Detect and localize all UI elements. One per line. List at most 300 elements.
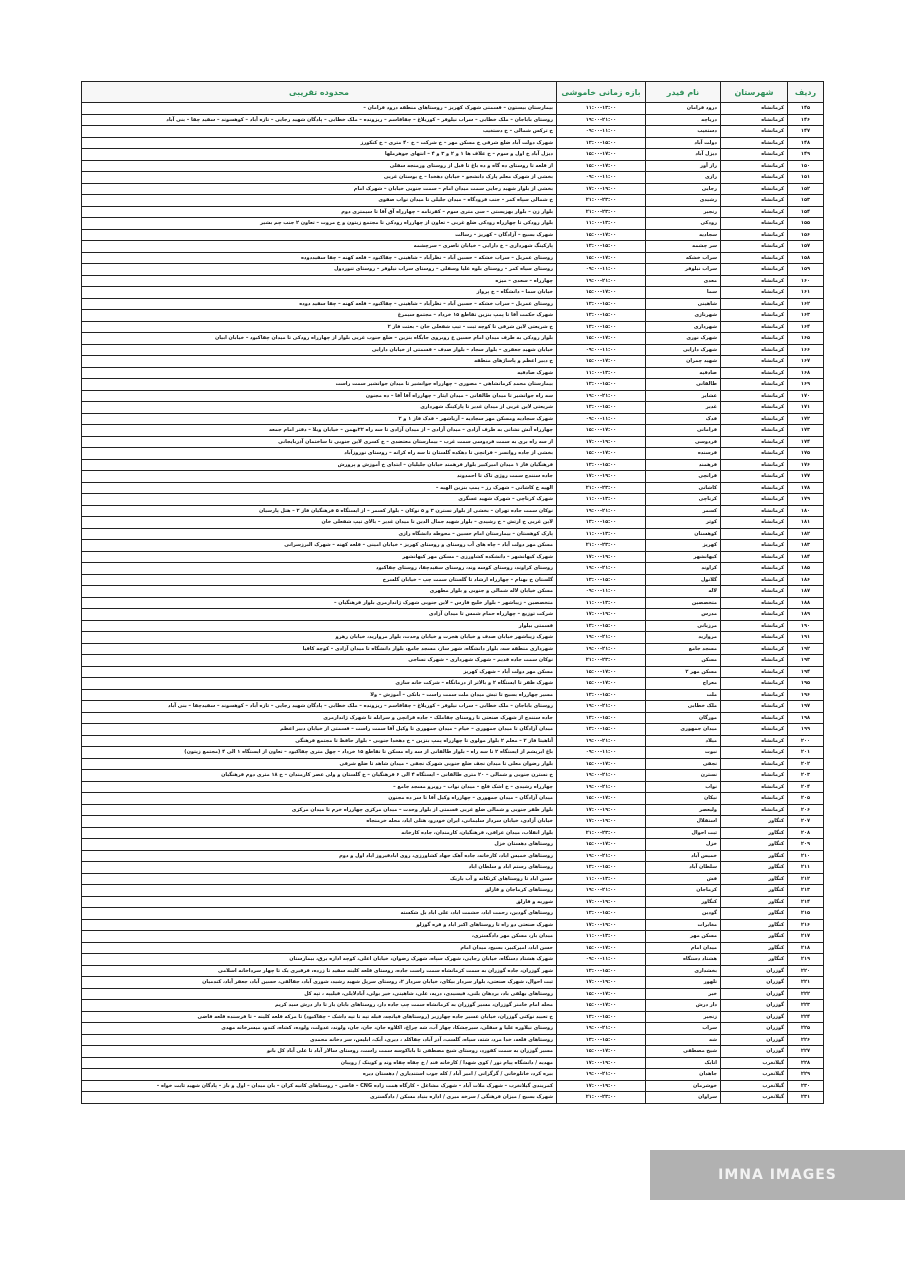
area-cell: شهرک هشتاد دستگاه، خیابان رجایی، شهرک سپاه، شهرک رضوان، خیابان اعلی، کوچه اداره برق، بیمارستان <box>82 954 557 966</box>
outage-time-cell: ۱۷:۰۰-۱۹:۰۰ <box>557 436 646 448</box>
city-cell: کنگاور <box>721 862 788 874</box>
feeder-cell: عشایر <box>646 390 721 402</box>
area-cell: شریعتی لاین غربی از میدان غدیر تا پارکینگ شهرداری <box>82 402 557 414</box>
outage-time-cell: ۲۱:۰۰-۲۳:۰۰ <box>557 540 646 552</box>
city-cell: کرمانشاه <box>721 344 788 356</box>
outage-time-cell: ۱۵:۰۰-۱۷:۰۰ <box>557 356 646 368</box>
table-row <box>82 908 824 920</box>
table-row <box>82 620 824 632</box>
area-cell: جاده سنندج از شهرک صنعتی تا روستای چقاملک – جاده قرانچی و سرابله تا شهرک ژاندارمری <box>82 712 557 724</box>
table-row <box>82 379 824 391</box>
row-number-cell: ۱۴۶ <box>788 114 824 126</box>
city-cell: کنگاور <box>721 885 788 897</box>
outage-time-cell: ۲۱:۰۰-۲۳:۰۰ <box>557 482 646 494</box>
feeder-cell: دولت آباد <box>646 137 721 149</box>
outage-time-cell: ۱۱:۰۰-۱۳:۰۰ <box>557 528 646 540</box>
outage-time-cell: ۱۹:۰۰-۲۱:۰۰ <box>557 563 646 575</box>
city-cell: کنگاور <box>721 850 788 862</box>
area-cell: فرهنگیان فاز ۱ میدان امیرکبیر بلوار فرهمند خیابان جلیلیان – ابتدای خ آموزش و پرورش <box>82 459 557 471</box>
area-cell: چهارراه آتش نشانی به طرف آزادی – میدان آزادی – از میدان آزادی تا سه راه ۲۲بهمن – خیابان ویلا – دفتر امام جمعه <box>82 425 557 437</box>
area-cell: نوکان سمت جاده تهران – بخشی از بلوار نسترن ۳ و ۵ نوکان – بلوار کسمر – از ایستگاه ۵ فرهنگیان فاز ۲ – هتل پارسیان <box>82 505 557 517</box>
outage-time-cell: ۰۹:۰۰-۱۱:۰۰ <box>557 747 646 759</box>
area-cell: روستای عمربل – سراب خشکه – حسین آباد – نظرآباد – شاهینی – چقاکبود – قلعه کهنه – چقا سفید دوده <box>82 298 557 310</box>
feeder-cell: کسمر <box>646 505 721 517</box>
outage-time-cell: ۰۹:۰۰-۱۱:۰۰ <box>557 264 646 276</box>
outage-time-cell: ۰۹:۰۰-۱۱:۰۰ <box>557 126 646 138</box>
row-number-cell: ۲۲۶ <box>788 1034 824 1046</box>
table-row <box>82 931 824 943</box>
area-cell: باغ ابریشم از ایستگاه ۲ تا سه راه – بلوار طالقانی از سه راه مسکن تا تقاطع ۱۵ خرداد – چهل متری چقاکبود – تعاون از ایستگاه ۱ الی ۴ (مجتمع زیتون) <box>82 747 557 759</box>
feeder-cell: کاشانی <box>646 482 721 494</box>
city-cell: کنگاور <box>721 873 788 885</box>
city-cell: کرمانشاه <box>721 609 788 621</box>
table-row <box>82 632 824 644</box>
outage-time-cell: ۰۹:۰۰-۱۱:۰۰ <box>557 413 646 425</box>
row-number-cell: ۱۶۸ <box>788 367 824 379</box>
city-cell: کرمانشاه <box>721 632 788 644</box>
area-cell: شهرک حکمت آقا تا پمپ بنزین تقاطع ۱۵ خرداد – مجتمع سیمرغ <box>82 310 557 322</box>
city-cell: کرمانشاه <box>721 402 788 414</box>
area-cell: بلوار رضوان معلی تا میدان نجف ضلع جنوبی شهرک نجفی – میدان شاهد تا ضلع شرقی <box>82 758 557 770</box>
header-city: شهرستان <box>721 82 788 103</box>
area-cell: روستاهای گودین، رحمت اباد، حشمت اباد، علی اباد بل شکسته <box>82 908 557 920</box>
row-number-cell: ۱۵۶ <box>788 229 824 241</box>
row-number-cell: ۱۴۵ <box>788 103 824 115</box>
city-cell: کرمانشاه <box>721 206 788 218</box>
table-row <box>82 724 824 736</box>
feeder-cell: شهید چمران <box>646 356 721 368</box>
table-body <box>82 103 824 1104</box>
table-row <box>82 436 824 448</box>
feeder-cell: تلهور <box>646 977 721 989</box>
city-cell: کرمانشاه <box>721 793 788 805</box>
feeder-cell: درود فرامان <box>646 103 721 115</box>
area-cell: مسکن مهر دولت آباد – شهرک کهریز <box>82 666 557 678</box>
feeder-cell: شیخ مصطفی <box>646 1046 721 1058</box>
table-row <box>82 574 824 586</box>
table-row <box>82 735 824 747</box>
feeder-cell: سلطان آباد <box>646 862 721 874</box>
feeder-cell: ملک خطابی <box>646 701 721 713</box>
row-number-cell: ۱۹۸ <box>788 712 824 724</box>
row-number-cell: ۲۰۸ <box>788 827 824 839</box>
row-number-cell: ۱۴۷ <box>788 126 824 138</box>
area-cell: شهرک سجادیه ومسکن مهر سجادیه – آریاشهر – فدک فاز ۱ و ۲ <box>82 413 557 425</box>
row-number-cell: ۱۷۶ <box>788 459 824 471</box>
header-feeder: نام فیدر <box>646 82 721 103</box>
feeder-cell: دریاچه <box>646 114 721 126</box>
city-cell: کرمانشاه <box>721 482 788 494</box>
outage-time-cell: ۱۳:۰۰-۱۵:۰۰ <box>557 379 646 391</box>
outage-time-cell: ۱۱:۰۰-۱۳:۰۰ <box>557 873 646 885</box>
city-cell: گیلانغرب <box>721 1057 788 1069</box>
outage-time-cell: ۱۹:۰۰-۲۱:۰۰ <box>557 885 646 897</box>
feeder-cell: غدیر <box>646 402 721 414</box>
city-cell: کرمانشاه <box>721 701 788 713</box>
row-number-cell: ۲۲۸ <box>788 1057 824 1069</box>
table-row <box>82 344 824 356</box>
city-cell: کرمانشاه <box>721 620 788 632</box>
area-cell: شهرک دولت آباد ضلع شرقی خ مسکن مهر – خ شرکت – خ ۴۰ متری – خ کنکورز <box>82 137 557 149</box>
table-row <box>82 459 824 471</box>
city-cell: گوزران <box>721 1034 788 1046</box>
row-number-cell: ۱۶۷ <box>788 356 824 368</box>
feeder-cell: فرهمند <box>646 459 721 471</box>
area-cell: گلستان خ بهنام – چهارراه ارشاد تا گلستان سمت چپ – خیابان گلسرخ <box>82 574 557 586</box>
row-number-cell: ۱۵۲ <box>788 183 824 195</box>
row-number-cell: ۱۶۵ <box>788 333 824 345</box>
area-cell: روستای نیلاوره علیا و سفلی، سیرچشکا، چهار آب، شه چراغ، اکلاوه جان، جان، جان، ولوند، عدولت، ولوده، کشاه، کندو، میسرخانه مهدی <box>82 1023 557 1035</box>
outage-time-cell: ۱۹:۰۰-۲۱:۰۰ <box>557 1023 646 1035</box>
outage-time-cell: ۱۵:۰۰-۱۷:۰۰ <box>557 333 646 345</box>
area-cell: شوریه و قارلق <box>82 896 557 908</box>
table-row <box>82 942 824 954</box>
row-number-cell: ۱۷۲ <box>788 413 824 425</box>
outage-time-cell: ۱۹:۰۰-۲۱:۰۰ <box>557 114 646 126</box>
feeder-cell: لاله <box>646 586 721 598</box>
area-cell: از سه راه بری به سمت فردوسی سمت غرب – بیمارستان معتضدی – خ کسری لاین جنوبی تا ساختمان آذربایجانی <box>82 436 557 448</box>
table-row <box>82 195 824 207</box>
feeder-cell: سراب نیلوفر <box>646 264 721 276</box>
feeder-cell: نجفی <box>646 758 721 770</box>
table-row <box>82 954 824 966</box>
area-cell: روستاهای خمیس اباد، کارخانه، جاده آهک جهاد کشاورزی، روی ابادفیروز اباد اول و دوم <box>82 850 557 862</box>
area-cell: بیمارستان محمد کرمانشاهی – مصوری – چهارراه جوانشیر تا میدان جوانشیر سمت راست <box>82 379 557 391</box>
row-number-cell: ۱۸۲ <box>788 528 824 540</box>
header-row-number: ردیف <box>788 82 824 103</box>
city-cell: کرمانشاه <box>721 379 788 391</box>
area-cell: پارکینگ شهرداری – خ دارایی – خیابان ناصری – سرچشمه <box>82 241 557 253</box>
feeder-cell: شهرک نوری <box>646 333 721 345</box>
area-cell: روستای باباجان – ملک خطابی – سراب نیلوفر – کوریلاغ – چقاقاسم – ریزونده – ملک خطابی – پادگان شهید رجایی – تازه آباد – کوهسوند – سفید چقا – بنی آباد <box>82 114 557 126</box>
city-cell: کرمانشاه <box>721 540 788 552</box>
outage-time-cell: ۱۳:۰۰-۱۵:۰۰ <box>557 965 646 977</box>
row-number-cell: ۲۰۷ <box>788 816 824 828</box>
area-cell: مسیر چهارراه بسیج تا تبش میدان ملت سمت راست – بانکی – آموزش – ولا <box>82 689 557 701</box>
feeder-cell: گلانول <box>646 574 721 586</box>
feeder-cell: کیهانشهر <box>646 551 721 563</box>
table-row <box>82 793 824 805</box>
table-row <box>82 137 824 149</box>
city-cell: کرمانشاه <box>721 494 788 506</box>
area-cell: آناهیتا فاز ۲ – معلم ۲ بلوار مولوی تا چهارراه پمپ بنزین – خ دهخدا جنوبی – بلوار حافظ تا مجتمع فرهنگی <box>82 735 557 747</box>
feeder-cell: شه <box>646 1034 721 1046</box>
table-row <box>82 160 824 172</box>
city-cell: کرمانشاه <box>721 264 788 276</box>
city-cell: گیلانغرب <box>721 1069 788 1081</box>
city-cell: کرمانشاه <box>721 678 788 690</box>
outage-time-cell: ۰۹:۰۰-۱۱:۰۰ <box>557 954 646 966</box>
table-row <box>82 471 824 483</box>
feeder-cell: خزل <box>646 839 721 851</box>
feeder-cell: شهرک دارایی <box>646 344 721 356</box>
feeder-cell: میدان جمهوری <box>646 724 721 736</box>
area-cell: شهرک بسیج – آزادگان – کهریز – رسالت <box>82 229 557 241</box>
row-number-cell: ۱۵۷ <box>788 241 824 253</box>
area-cell: چهارراه رشیدی – خ اشک فلج – میدان نواب – روبرو مسجد جامع – <box>82 781 557 793</box>
city-cell: کرمانشاه <box>721 436 788 448</box>
area-cell: خیابان سما – دانشگاه – خ پرواز <box>82 287 557 299</box>
row-number-cell: ۱۸۵ <box>788 563 824 575</box>
outage-time-cell: ۱۵:۰۰-۱۷:۰۰ <box>557 988 646 1000</box>
feeder-cell: معراج <box>646 678 721 690</box>
outage-schedule-sheet <box>82 81 824 1104</box>
city-cell: کرمانشاه <box>721 310 788 322</box>
city-cell: کرمانشاه <box>721 689 788 701</box>
area-cell: محله امام خامنر گوزران، مسیر گوزران به کرمانشاه سمت چپ جاده دار، روستاهای بابان یار تا دار درش سید کریم <box>82 1000 557 1012</box>
city-cell: کرمانشاه <box>721 183 788 195</box>
table-row <box>82 482 824 494</box>
city-cell: کرمانشاه <box>721 321 788 333</box>
feeder-cell: سراب <box>646 1023 721 1035</box>
row-number-cell: ۱۹۹ <box>788 724 824 736</box>
feeder-cell: کرماجان <box>646 885 721 897</box>
feeder-cell: مدرس <box>646 609 721 621</box>
feeder-cell: سر چشمه <box>646 241 721 253</box>
outage-time-cell: ۱۵:۰۰-۱۷:۰۰ <box>557 287 646 299</box>
row-number-cell: ۱۷۰ <box>788 390 824 402</box>
city-cell: کنگاور <box>721 908 788 920</box>
table-row <box>82 298 824 310</box>
city-cell: کرمانشاه <box>721 574 788 586</box>
area-cell: ثبت احوال، شهرک صنعتی، بلوار سردار بیکای، خیابان سردار ۲، روستای سرپل شهید رشید، شوری آباد، جقالقی، حسین آباد، جعفر آباد، کندمیان <box>82 977 557 989</box>
feeder-cell: صادقیه <box>646 367 721 379</box>
table-row <box>82 1080 824 1092</box>
table-row <box>82 540 824 552</box>
table-row <box>82 988 824 1000</box>
row-number-cell: ۲۰۰ <box>788 735 824 747</box>
feeder-cell: رازی <box>646 172 721 184</box>
feeder-cell: خوشرمان <box>646 1080 721 1092</box>
outage-time-cell: ۱۷:۰۰-۱۹:۰۰ <box>557 1080 646 1092</box>
city-cell: کرمانشاه <box>721 252 788 264</box>
watermark-text: IMNA IMAGES <box>718 1167 837 1183</box>
table-row <box>82 402 824 414</box>
city-cell: گیلانغرب <box>721 1092 788 1104</box>
table-row <box>82 1092 824 1104</box>
row-number-cell: ۱۶۳ <box>788 310 824 322</box>
table-row <box>82 367 824 379</box>
city-cell: کرمانشاه <box>721 413 788 425</box>
city-cell: کرمانشاه <box>721 724 788 736</box>
outage-table <box>81 81 824 1104</box>
area-cell: روستای سیاه کمر – روستای بلوه علیا وسفلی – روستای سراب نیلوفر – روستای تنوردول <box>82 264 557 276</box>
city-cell: گوزران <box>721 1046 788 1058</box>
city-cell: کرمانشاه <box>721 425 788 437</box>
table-row <box>82 448 824 460</box>
outage-time-cell: ۱۳:۰۰-۱۵:۰۰ <box>557 1034 646 1046</box>
row-number-cell: ۲۱۱ <box>788 862 824 874</box>
row-number-cell: ۲۲۳ <box>788 1000 824 1012</box>
city-cell: کرمانشاه <box>721 655 788 667</box>
area-cell: مسکن خیابان لاله شمالی و جنوبی و بلوار مطهری <box>82 586 557 598</box>
table-row <box>82 1011 824 1023</box>
table-row <box>82 1057 824 1069</box>
area-cell: روستای کراوند، روستای کوسه وند، روستای سفیدچقا، روستای چقاکبود <box>82 563 557 575</box>
outage-time-cell: ۱۷:۰۰-۱۹:۰۰ <box>557 896 646 908</box>
table-row <box>82 264 824 276</box>
city-cell: کرمانشاه <box>721 666 788 678</box>
row-number-cell: ۱۷۸ <box>788 482 824 494</box>
city-cell: کرمانشاه <box>721 804 788 816</box>
feeder-cell: خمیس آباد <box>646 850 721 862</box>
table-row <box>82 126 824 138</box>
outage-time-cell: ۱۵:۰۰-۱۷:۰۰ <box>557 149 646 161</box>
area-cell: شرکت توزیع – چهارراه حمام شمس تا میدان آزادی <box>82 609 557 621</box>
feeder-cell: خبر <box>646 988 721 1000</box>
city-cell: کرمانشاه <box>721 563 788 575</box>
feeder-cell: ملت <box>646 689 721 701</box>
table-row <box>82 597 824 609</box>
table-row <box>82 172 824 184</box>
row-number-cell: ۱۷۴ <box>788 436 824 448</box>
city-cell: کرمانشاه <box>721 172 788 184</box>
area-cell: روستاهای قلعه، خدا مرد، شته، سپاه، گلسب، آذر آباد، چقاکلد ، دیری، آبک، ابلیس، سر دخانه محمدی <box>82 1034 557 1046</box>
table-row <box>82 563 824 575</box>
outage-time-cell: ۱۵:۰۰-۱۷:۰۰ <box>557 252 646 264</box>
outage-time-cell: ۱۷:۰۰-۱۹:۰۰ <box>557 919 646 931</box>
row-number-cell: ۲۱۰ <box>788 850 824 862</box>
table-row <box>82 609 824 621</box>
city-cell: کرمانشاه <box>721 551 788 563</box>
feeder-cell: فرسنده <box>646 448 721 460</box>
city-cell: کنگاور <box>721 919 788 931</box>
feeder-cell: مسکن <box>646 655 721 667</box>
outage-time-cell: ۱۹:۰۰-۲۱:۰۰ <box>557 390 646 402</box>
feeder-cell: کراوند <box>646 563 721 575</box>
feeder-cell: رجایی <box>646 183 721 195</box>
area-cell: خیابان شهید جعفری – بلوار سجاد – بلوار صدف – قسمتی از خیابان دارایی <box>82 344 557 356</box>
area-cell: مسیر گوزران به سمت کفورد، روستای شیخ مصطفی تا باباکوسه سمت راست، روستای سالار آباد تا علی آباد کل بانو <box>82 1046 557 1058</box>
table-row <box>82 885 824 897</box>
table-row <box>82 1000 824 1012</box>
area-cell: شهرک زیباشهر خیابان صدف و خیابان هجرت و خیابان وحدت، بلوار مروارید، خیابان رهرو <box>82 632 557 644</box>
city-cell: کرمانشاه <box>721 505 788 517</box>
area-cell: الهیه خ کاشانی – شهرک رز – پمپ بنزین الهیه – <box>82 482 557 494</box>
area-cell: بلوار زن – بلوار بهزیستی – سی متری سوم – کفرنامه – چهارراه آق آقا تا سیمتری دوم <box>82 206 557 218</box>
area-cell: شهرک صادقیه <box>82 367 557 379</box>
row-number-cell: ۱۶۴ <box>788 321 824 333</box>
row-number-cell: ۲۲۷ <box>788 1046 824 1058</box>
row-number-cell: ۱۷۳ <box>788 425 824 437</box>
feeder-cell: سراوان <box>646 1092 721 1104</box>
outage-time-cell: ۱۳:۰۰-۱۵:۰۰ <box>557 321 646 333</box>
row-number-cell: ۲۲۵ <box>788 1023 824 1035</box>
outage-time-cell: ۱۳:۰۰-۱۵:۰۰ <box>557 459 646 471</box>
city-cell: کرمانشاه <box>721 390 788 402</box>
row-number-cell: ۱۹۷ <box>788 701 824 713</box>
table-row <box>82 781 824 793</box>
table-row <box>82 551 824 563</box>
feeder-cell: میدان امام <box>646 942 721 954</box>
feeder-cell: فرامانی <box>646 425 721 437</box>
row-number-cell: ۱۶۱ <box>788 287 824 299</box>
feeder-cell: قرانچی <box>646 471 721 483</box>
area-cell: خیابان آزادی، خیابان سردار سلیمانی، ایران خودرو، هتلی ایاد، محله خرمنجاه <box>82 816 557 828</box>
header-area: محدوده تقریبی <box>82 82 557 103</box>
feeder-cell: شاهینی <box>646 298 721 310</box>
row-number-cell: ۱۹۰ <box>788 620 824 632</box>
area-cell: دیزل آباد خ اول و سوم – خ علاف ها ۱ و ۲ و ۳ و ۴ – انتهای جوهرملها <box>82 149 557 161</box>
city-cell: گیلانغرب <box>721 1080 788 1092</box>
city-cell: کرمانشاه <box>721 287 788 299</box>
outage-time-cell: ۱۷:۰۰-۱۹:۰۰ <box>557 609 646 621</box>
outage-time-cell: ۱۳:۰۰-۱۵:۰۰ <box>557 1011 646 1023</box>
outage-time-cell: ۱۹:۰۰-۲۱:۰۰ <box>557 735 646 747</box>
outage-time-cell: ۱۳:۰۰-۱۵:۰۰ <box>557 310 646 322</box>
row-number-cell: ۲۰۴ <box>788 781 824 793</box>
header-outage-time: بازه زمانی خاموشی <box>557 82 646 103</box>
feeder-cell: کرناچی <box>646 494 721 506</box>
outage-time-cell: ۱۵:۰۰-۱۷:۰۰ <box>557 425 646 437</box>
row-number-cell: ۲۰۹ <box>788 839 824 851</box>
city-cell: گوزران <box>721 1023 788 1035</box>
feeder-cell: نسترن <box>646 770 721 782</box>
outage-time-cell: ۰۹:۰۰-۱۱:۰۰ <box>557 172 646 184</box>
table-row <box>82 1023 824 1035</box>
table-row <box>82 517 824 529</box>
row-number-cell: ۱۵۸ <box>788 252 824 264</box>
table-row <box>82 873 824 885</box>
outage-time-cell: ۱۷:۰۰-۱۹:۰۰ <box>557 1057 646 1069</box>
area-cell: میدان آزادگان تا میدان جمهوری – خیام – میدان جمهوری تا وکیل آقا سمت راست – قسمتی از خیابان دبیر اعظم <box>82 724 557 736</box>
row-number-cell: ۲۱۴ <box>788 896 824 908</box>
row-number-cell: ۲۳۰ <box>788 1080 824 1092</box>
city-cell: گوزران <box>721 977 788 989</box>
table-row <box>82 241 824 253</box>
outage-time-cell: ۱۹:۰۰-۲۱:۰۰ <box>557 643 646 655</box>
table-row <box>82 275 824 287</box>
row-number-cell: ۱۶۹ <box>788 379 824 391</box>
feeder-cell: مورگان <box>646 712 721 724</box>
outage-time-cell: ۱۱:۰۰-۱۳:۰۰ <box>557 218 646 230</box>
feeder-cell: اتابک <box>646 1057 721 1069</box>
feeder-cell: مسکن مهر <box>646 931 721 943</box>
row-number-cell: ۲۰۵ <box>788 793 824 805</box>
city-cell: کنگاور <box>721 816 788 828</box>
row-number-cell: ۲۰۱ <box>788 747 824 759</box>
city-cell: کرمانشاه <box>721 367 788 379</box>
row-number-cell: ۱۹۶ <box>788 689 824 701</box>
feeder-cell: سجادیه <box>646 229 721 241</box>
feeder-cell: زنجیر <box>646 1011 721 1023</box>
outage-time-cell: ۱۳:۰۰-۱۵:۰۰ <box>557 298 646 310</box>
city-cell: کرمانشاه <box>721 218 788 230</box>
city-cell: کرمانشاه <box>721 137 788 149</box>
city-cell: کرمانشاه <box>721 747 788 759</box>
table-row <box>82 356 824 368</box>
outage-time-cell: ۱۳:۰۰-۱۵:۰۰ <box>557 689 646 701</box>
area-cell: روستای باباجان – ملک خطابی – سراب نیلوفر – کوریلاغ – چقاقاسم – ریزونده – ملک خطابی – پادگان شهید رجایی – تازه آباد – کوهسوند – سفیدچقا – بنی آباد <box>82 701 557 713</box>
city-cell: کرمانشاه <box>721 770 788 782</box>
city-cell: کنگاور <box>721 896 788 908</box>
area-cell: بیمارستان بیستون – قسمتی شهرک کهریز – روستاهای منطقه درود فرامان – <box>82 103 557 115</box>
area-cell: حسن اباد، امیرکبیر، بسیج، میدان امام <box>82 942 557 954</box>
area-cell: بلوار رودکی به طرف میدان امام حسین ع روبروی جایگاه بنزین – ضلع جنوب غربی بلوار از چهارراه رودکی تا میدان چقاکبود – خیابان ابیان <box>82 333 557 345</box>
row-number-cell: ۱۸۳ <box>788 540 824 552</box>
feeder-cell: دیزل آباد <box>646 149 721 161</box>
area-cell: خ شمالی سپاه کمر – جنب فرودگاه – میدان جلیلی تا میدان نواب صفوی <box>82 195 557 207</box>
row-number-cell: ۱۸۶ <box>788 574 824 586</box>
city-cell: کرمانشاه <box>721 528 788 540</box>
row-number-cell: ۱۵۰ <box>788 160 824 172</box>
area-cell: خ شریعتی لاین شرقی تا کوچه ثبت – تیپ شفعلی خان – بعثت فاز ۲ <box>82 321 557 333</box>
outage-time-cell: ۱۹:۰۰-۲۱:۰۰ <box>557 781 646 793</box>
outage-time-cell: ۱۳:۰۰-۱۵:۰۰ <box>557 517 646 529</box>
outage-time-cell: ۲۱:۰۰-۲۳:۰۰ <box>557 1092 646 1104</box>
area-cell: روستاهای دهستان خزل <box>82 839 557 851</box>
table-row <box>82 804 824 816</box>
